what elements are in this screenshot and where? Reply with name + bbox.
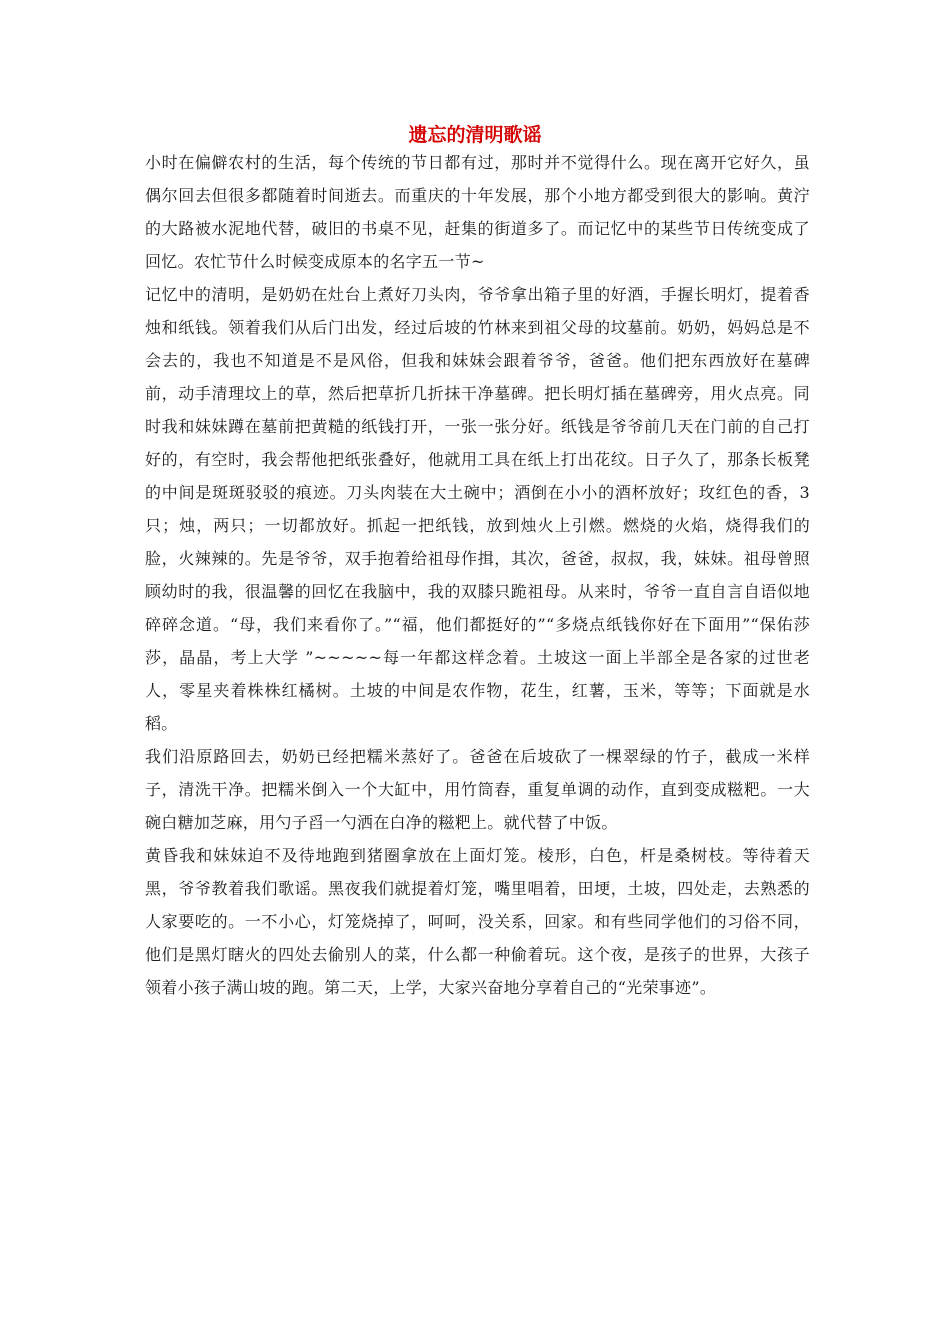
document-body [145,146,810,1004]
document-title: 遗忘的清明歌谣 [408,124,542,146]
paragraph-2: 记忆中的清明，是奶奶在灶台上煮好刀头肉，爷爷拿出箱子里的好酒，手握长明灯，提着香烛和纸钱。领着我们从后门出发，经过后坡的竹林来到祖父母的坟墓前。奶奶，妈妈总是不会去的，我也不知道是不是风俗，但我和妹妹会跟着爷爷，爸爸。他们把东西放好在墓碑前，动手清理坟上的草，然后把草折几折抹干净墓碑。把长明灯插在墓碑旁，用火点亮。同时我和妹妹蹲在墓前把黄糙的纸钱打开，一张一张分好。纸钱是爷爷前几天在门前的自己打好的，有空时，我会帮他把纸张叠好，他就用工具在纸上打出花纹。日子久了，那条长板凳的中间是斑斑驳驳的痕迹。刀头肉装在大土碗中；酒倒在小小的酒杯放好；玫红色的香，3只；烛，两只；一切都放好。抓起一把纸钱，放到烛火上引燃。燃烧的火焰，烧得我们的脸，火辣辣的。先是爷爷，双手抱着给祖母作揖，其次，爸爸，叔叔，我，妹妹。祖母曾照顾幼时的我，很温馨的回忆在我脑中，我的双膝只跪祖母。从来时，爷爷一直自言自语似地碎碎念道。“母，我们来看你了。”“福，他们都挺好的”“多烧点纸钱你好在下面用”“保佑莎莎，晶晶，考上大学 ”~~~~~每一年都这样念着。土坡这一面上半部全是各家的过世老人，零星夹着株株红橘树。土坡的中间是农作物，花生，红薯，玉米，等等；下面就是水稻。 [145,285,810,733]
paragraph-4: 黄昏我和妹妹迫不及待地跑到猪圈拿放在上面灯笼。棱形，白色，杆是桑树枝。等待着天黑，爷爷教着我们歌谣。黑夜我们就提着灯笼，嘴里唱着，田埂，土坡，四处走，去熟悉的人家要吃的。一不小心，灯笼烧掉了，呵呵，没关系，回家。和有些同学他们的习俗不同，他们是黑灯瞎火的四处去偷别人的菜，什么都一种偷着玩。这个夜，是孩子的世界，大孩子领着小孩子满山坡的跑。第二天，上学，大家兴奋地分享着自己的“光荣事迹”。 [145,846,810,997]
paragraph-1: 小时在偏僻农村的生活，每个传统的节日都有过，那时并不觉得什么。现在离开它好久，虽偶尔回去但很多都随着时间逝去。而重庆的十年发展，那个小地方都受到很大的影响。黄泞的大路被水泥地代替，破旧的书桌不见，赶集的街道多了。而记忆中的某些节日传统变成了回忆。农忙节什么时候变成原本的名字五一节~ [145,153,810,271]
paragraph-3: 我们沿原路回去，奶奶已经把糯米蒸好了。爸爸在后坡砍了一棵翠绿的竹子，截成一米样子，清洗干净。把糯米倒入一个大缸中，用竹筒舂，重复单调的动作，直到变成糍粑。一大碗白糖加芝麻，用勺子舀一勺洒在白净的糍粑上。就代替了中饭。 [145,747,810,832]
